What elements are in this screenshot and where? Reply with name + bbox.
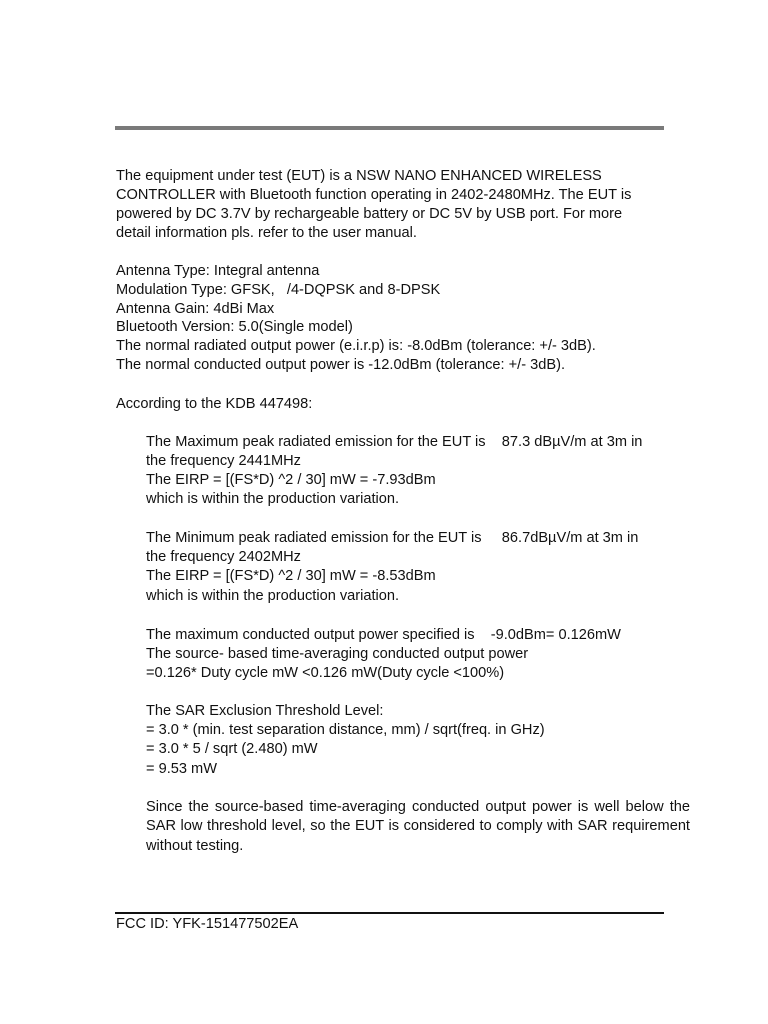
- max-emission-line: the frequency 2441MHz: [146, 453, 301, 469]
- conclusion-paragraph: Since the source-based time-averaging conducted output power is well below the SAR low threshold level, so the EUT is considered to comply with SAR requirement without testing.: [146, 799, 690, 854]
- max-emission-line: which is within the production variation.: [146, 491, 400, 507]
- kdb-heading: According to the KDB 447498:: [116, 396, 313, 412]
- sar-line: The SAR Exclusion Threshold Level:: [146, 703, 384, 719]
- spec-bluetooth-version: Bluetooth Version: 5.0(Single model): [116, 319, 353, 335]
- sar-line: = 3.0 * 5 / sqrt (2.480) mW: [146, 741, 318, 757]
- intro-line: The equipment under test (EUT) is a NSW NANO ENHANCED WIRELESS: [116, 168, 602, 184]
- min-emission-line: which is within the production variation.: [146, 588, 400, 604]
- spec-modulation-type: Modulation Type: GFSK, /4-DQPSK and 8-DPSK: [116, 282, 441, 298]
- min-emission-line: The Minimum peak radiated emission for the EUT is 86.7dBµV/m at 3m in: [146, 530, 639, 546]
- max-emission-line: The EIRP = [(FS*D) ^2 / 30] mW = -7.93dBm: [146, 472, 436, 488]
- spec-conducted-power: The normal conducted output power is -12.0dBm (tolerance: +/- 3dB).: [116, 357, 565, 373]
- conducted-line: The source- based time-averaging conducted output power: [146, 646, 529, 662]
- max-emission-line: The Maximum peak radiated emission for the EUT is 87.3 dBµV/m at 3m in: [146, 434, 643, 450]
- sar-line: = 9.53 mW: [146, 761, 217, 777]
- intro-line: powered by DC 3.7V by rechargeable battery or DC 5V by USB port. For more: [116, 206, 623, 222]
- footer-rule: [115, 912, 664, 914]
- spec-antenna-type: Antenna Type: Integral antenna: [116, 263, 320, 279]
- min-emission-line: The EIRP = [(FS*D) ^2 / 30] mW = -8.53dBm: [146, 568, 436, 584]
- intro-line: CONTROLLER with Bluetooth function operating in 2402-2480MHz. The EUT is: [116, 187, 632, 203]
- conducted-line: =0.126* Duty cycle mW <0.126 mW(Duty cycle <100%): [146, 665, 505, 681]
- spec-antenna-gain: Antenna Gain: 4dBi Max: [116, 301, 275, 317]
- sar-line: = 3.0 * (min. test separation distance, mm) / sqrt(freq. in GHz): [146, 722, 545, 738]
- intro-line: detail information pls. refer to the user manual.: [116, 225, 417, 241]
- header-rule: [115, 126, 664, 130]
- min-emission-line: the frequency 2402MHz: [146, 549, 301, 565]
- fcc-id-footer: FCC ID: YFK-151477502EA: [116, 916, 299, 932]
- conducted-line: The maximum conducted output power specified is -9.0dBm= 0.126mW: [146, 627, 621, 643]
- spec-radiated-power: The normal radiated output power (e.i.r.p) is: -8.0dBm (tolerance: +/- 3dB).: [116, 338, 596, 354]
